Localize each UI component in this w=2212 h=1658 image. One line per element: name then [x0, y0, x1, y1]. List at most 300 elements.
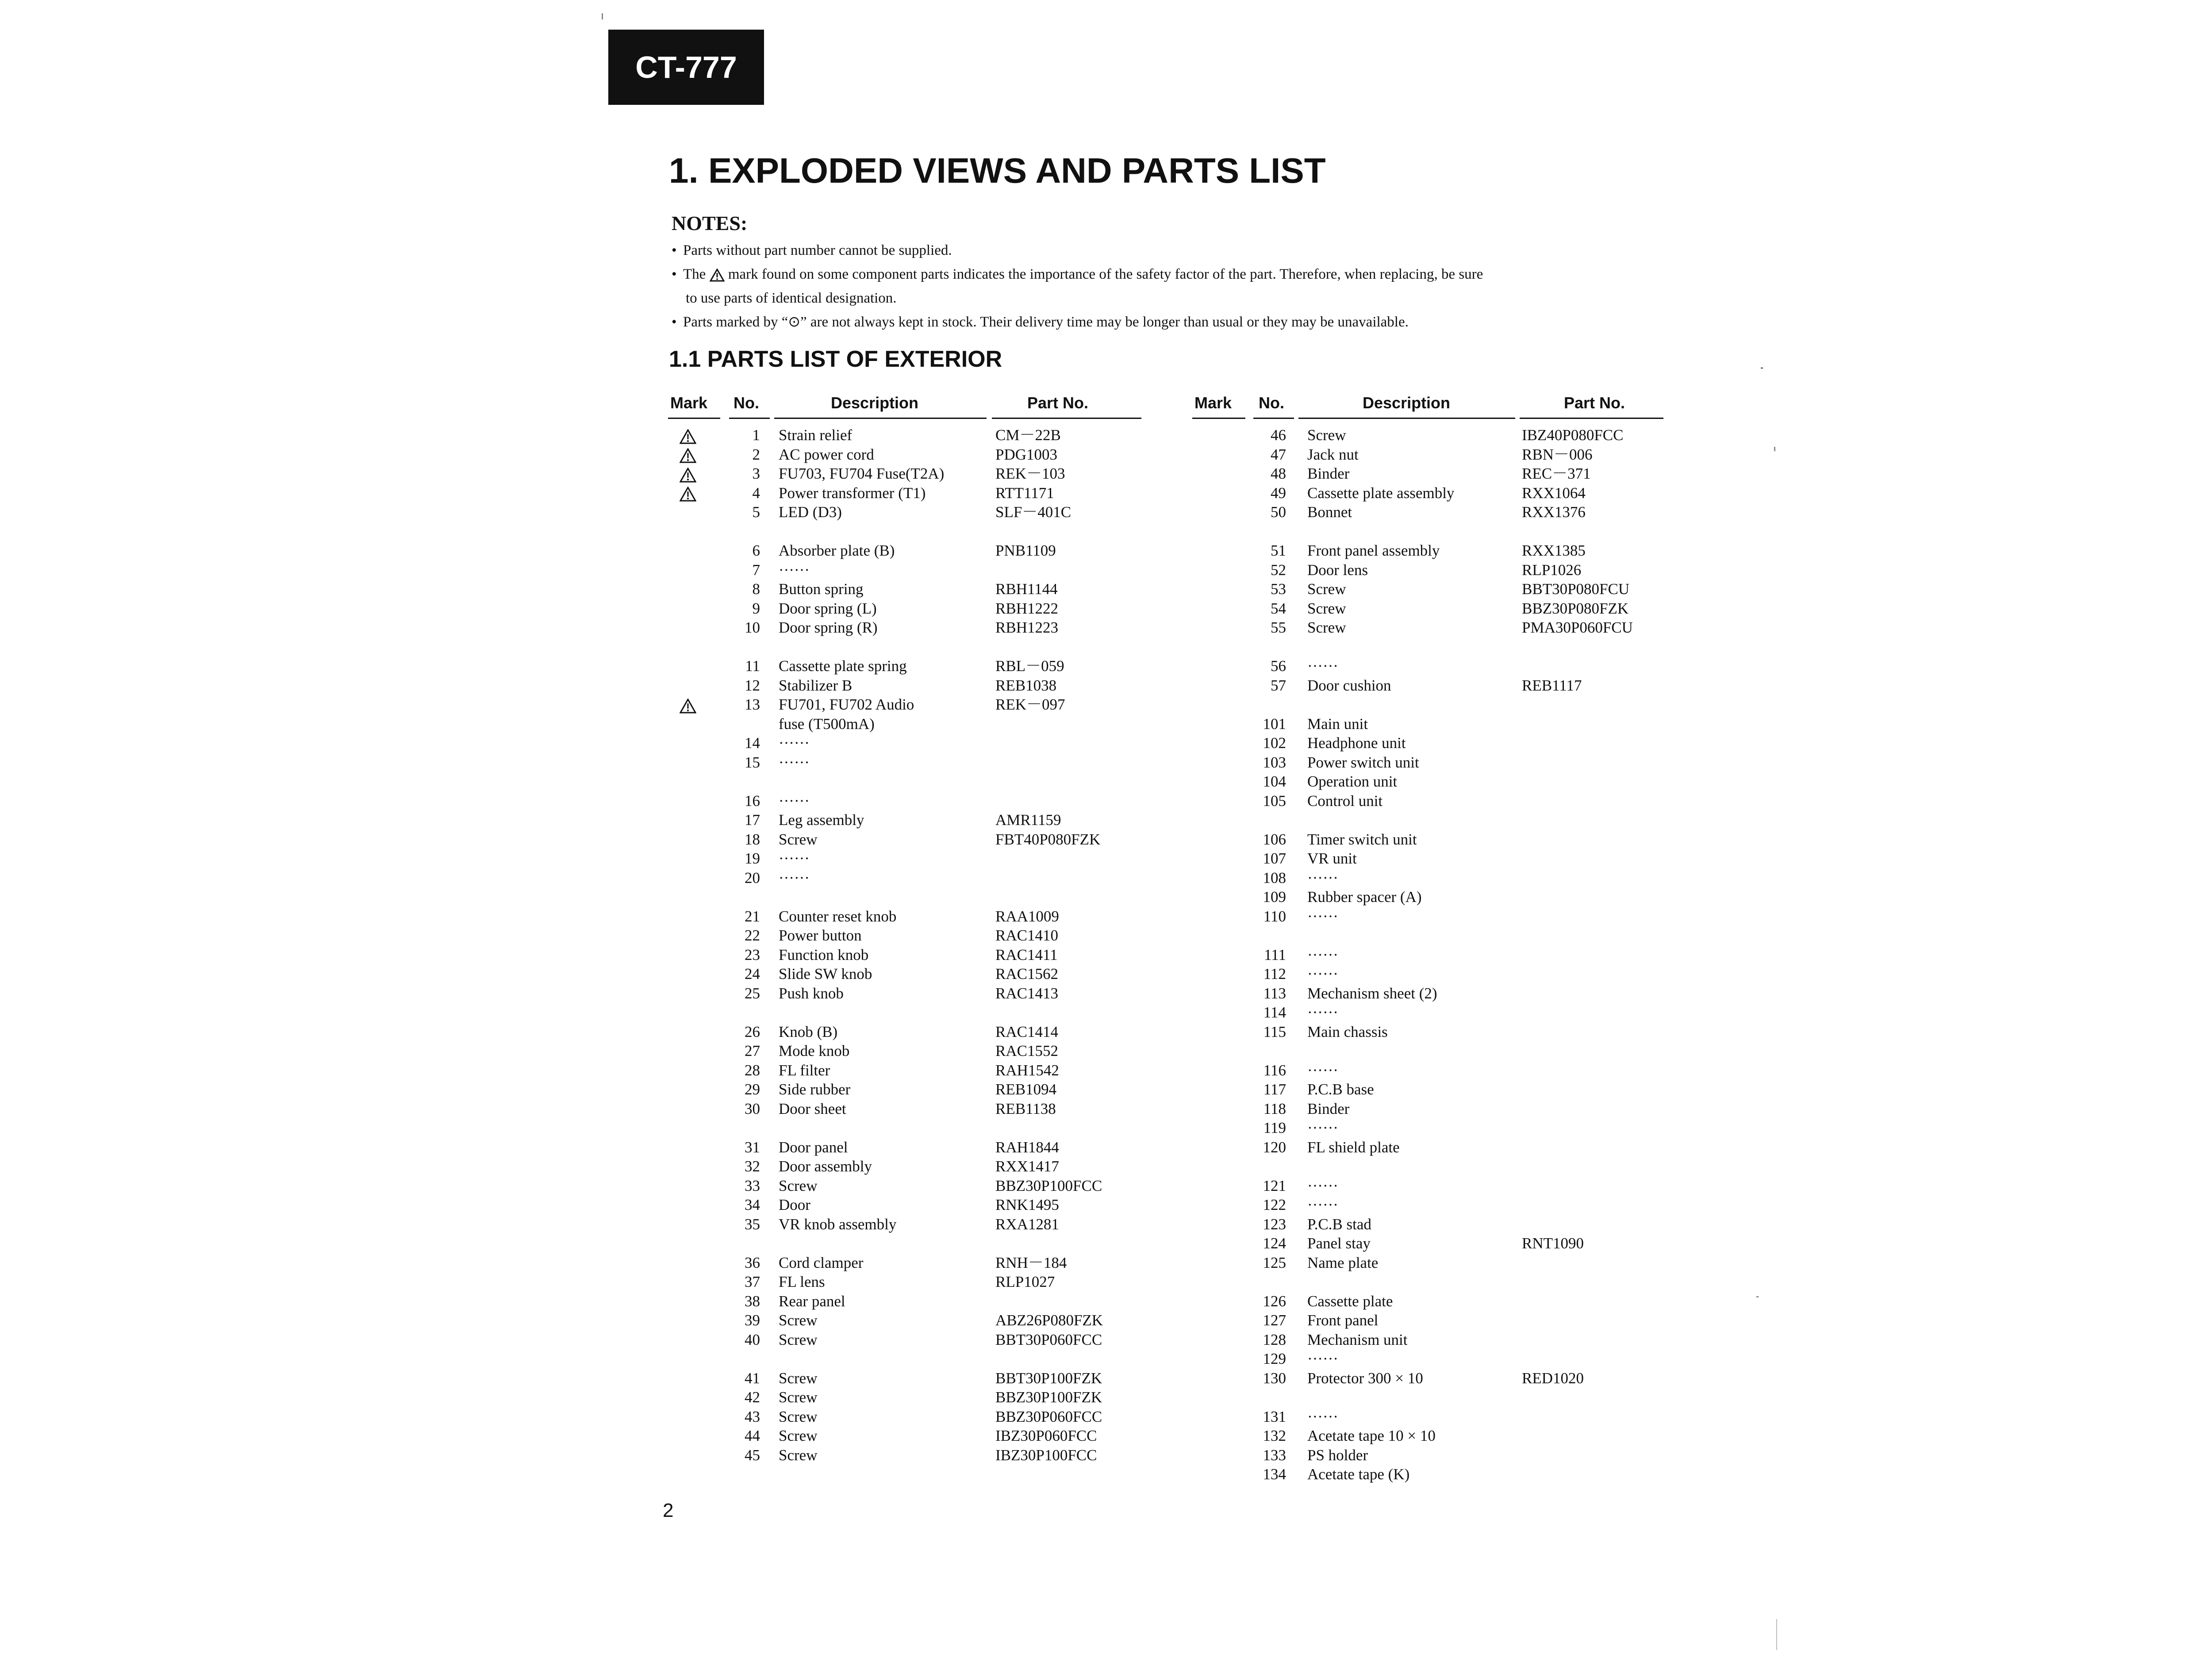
row-description: Button spring	[779, 580, 864, 598]
row-no: 104	[1263, 773, 1286, 790]
row-description: Screw	[779, 1369, 818, 1387]
row-description: Main chassis	[1307, 1023, 1388, 1040]
row-description: ······	[1307, 1408, 1338, 1425]
row-description: Function knob	[779, 946, 869, 963]
table-row	[1192, 541, 1663, 560]
row-no: 5	[752, 503, 760, 521]
parts-table-left	[668, 394, 1141, 1465]
row-no: 133	[1263, 1446, 1286, 1464]
row-part-no: REK－103	[995, 465, 1065, 482]
table-row	[668, 849, 1141, 868]
row-no: 118	[1263, 1100, 1286, 1117]
row-part-no: RAC1414	[995, 1023, 1058, 1040]
row-no: 50	[1271, 503, 1286, 521]
row-no: 127	[1263, 1312, 1286, 1329]
header-underline	[1192, 418, 1245, 419]
row-description: Stabilizer B	[779, 676, 853, 694]
row-no: 111	[1264, 946, 1286, 963]
header-underline	[1298, 418, 1515, 419]
table-row	[1192, 714, 1663, 734]
row-no: 128	[1263, 1331, 1286, 1348]
row-description: ······	[1307, 946, 1338, 963]
row-no: 121	[1263, 1177, 1286, 1194]
row-no: 10	[745, 619, 760, 636]
row-no: 117	[1263, 1081, 1286, 1098]
row-part-no: RXX1376	[1522, 503, 1586, 521]
row-no: 40	[745, 1331, 760, 1348]
row-description: ······	[779, 734, 810, 752]
row-description: ······	[1307, 1119, 1338, 1136]
row-no: 47	[1271, 445, 1286, 463]
row-no: 55	[1271, 619, 1286, 636]
table-row	[1192, 733, 1663, 753]
row-part-no: RXX1385	[1522, 542, 1586, 559]
table-row	[668, 1215, 1141, 1234]
row-part-no: CM－22B	[995, 426, 1061, 444]
table-row	[668, 1099, 1141, 1119]
row-no: 44	[745, 1427, 760, 1444]
table-row	[1192, 849, 1663, 868]
row-description: Cord clamper	[779, 1254, 864, 1271]
table-row	[1192, 868, 1663, 888]
table-row	[1192, 1061, 1663, 1080]
row-part-no: RXA1281	[995, 1215, 1059, 1233]
note-text-post: mark found on some component parts indicates the importance of the safety factor of the part. Therefore, when replacing, be sure	[728, 266, 1483, 282]
safety-warning-icon	[680, 448, 696, 463]
column-header-mark: Mark	[670, 394, 708, 412]
parts-rows	[668, 426, 1141, 1465]
row-description: ······	[1307, 869, 1338, 887]
row-mark	[677, 484, 699, 503]
row-no: 26	[745, 1023, 760, 1040]
row-no: 48	[1271, 465, 1286, 482]
row-part-no: BBZ30P080FZK	[1522, 599, 1629, 617]
row-no: 25	[745, 984, 760, 1002]
row-no: 108	[1263, 869, 1286, 887]
column-header-no: No.	[733, 394, 759, 412]
note-text: Parts without part number cannot be supplied.	[683, 242, 952, 258]
row-description: Main unit	[1307, 715, 1368, 733]
page-number: 2	[663, 1500, 674, 1521]
row-part-no: RAC1562	[995, 965, 1058, 983]
table-row	[1192, 1215, 1663, 1234]
table-row	[1192, 599, 1663, 618]
model-badge: CT-777	[608, 30, 764, 105]
table-row	[668, 1138, 1141, 1157]
row-part-no: RAC1413	[995, 984, 1058, 1002]
note-text: Parts marked by “⊙” are not always kept in stock. Their delivery time may be longer than usual or they may be unavailable.	[683, 314, 1409, 330]
row-description: ······	[1307, 907, 1338, 925]
row-part-no: BBT30P100FZK	[995, 1369, 1102, 1387]
row-part-no: REC－371	[1522, 465, 1591, 482]
row-description: Screw	[779, 1408, 818, 1425]
row-no: 14	[745, 734, 760, 752]
row-part-no: RAC1411	[995, 946, 1058, 963]
row-mark	[677, 695, 699, 714]
row-no: 116	[1263, 1061, 1286, 1079]
row-no: 43	[745, 1408, 760, 1425]
row-part-no: RLP1026	[1522, 561, 1582, 579]
note-text-pre: The	[683, 266, 706, 282]
header-underline	[729, 418, 770, 419]
table-row	[668, 1176, 1141, 1196]
table-row	[668, 1292, 1141, 1311]
table-row	[668, 1330, 1141, 1350]
table-row	[668, 1272, 1141, 1292]
table-row	[1192, 753, 1663, 772]
row-no: 7	[752, 561, 760, 579]
row-description: FL filter	[779, 1061, 830, 1079]
table-row	[1192, 426, 1663, 445]
table-row	[1192, 984, 1663, 1003]
table-row	[1192, 1369, 1663, 1388]
row-description: Screw	[779, 1389, 818, 1406]
bullet: •	[672, 242, 677, 258]
row-description: Door lens	[1307, 561, 1368, 579]
row-no: 134	[1263, 1466, 1286, 1483]
row-part-no: RNH－184	[995, 1254, 1067, 1271]
row-part-no: RBH1222	[995, 599, 1058, 617]
row-part-no: RNK1495	[995, 1196, 1059, 1213]
row-no: 51	[1271, 542, 1286, 559]
row-no: 45	[745, 1446, 760, 1464]
table-row	[1192, 1349, 1663, 1369]
row-description: Protector 300 × 10	[1307, 1369, 1423, 1387]
table-row	[668, 1041, 1141, 1061]
row-part-no: REB1038	[995, 676, 1057, 694]
row-part-no: RAC1410	[995, 927, 1058, 944]
row-no: 39	[745, 1312, 760, 1329]
table-row	[668, 1022, 1141, 1042]
table-row	[668, 1253, 1141, 1273]
row-description: Cassette plate assembly	[1307, 484, 1455, 502]
table-row	[1192, 1138, 1663, 1157]
row-no: 11	[745, 657, 760, 675]
row-description: Side rubber	[779, 1081, 851, 1098]
row-no: 17	[745, 811, 760, 829]
row-part-no: FBT40P080FZK	[995, 830, 1101, 848]
row-part-no: REB1138	[995, 1100, 1056, 1117]
row-no: 105	[1263, 792, 1286, 810]
table-row	[1192, 1003, 1663, 1022]
row-description: Power transformer (T1)	[779, 484, 926, 502]
row-description: ······	[1307, 1196, 1338, 1213]
table-row	[1192, 676, 1663, 695]
row-no: 42	[745, 1389, 760, 1406]
safety-warning-icon	[680, 429, 696, 444]
row-no: 123	[1263, 1215, 1286, 1233]
notes-heading: NOTES:	[672, 212, 748, 234]
row-description: VR unit	[1307, 850, 1357, 867]
row-no: 52	[1271, 561, 1286, 579]
row-no: 15	[745, 753, 760, 771]
row-description: Screw	[779, 1312, 818, 1329]
row-no: 8	[752, 580, 760, 598]
row-no: 53	[1271, 580, 1286, 598]
row-description: Power switch unit	[1307, 753, 1419, 771]
row-no: 124	[1263, 1235, 1286, 1252]
row-description: Screw	[779, 1177, 818, 1194]
section-title: 1.1 PARTS LIST OF EXTERIOR	[669, 346, 1002, 372]
table-row	[1192, 618, 1663, 637]
row-no: 132	[1263, 1427, 1286, 1444]
row-description: Timer switch unit	[1307, 830, 1417, 848]
table-row	[1192, 1253, 1663, 1273]
row-no: 29	[745, 1081, 760, 1098]
row-mark	[677, 426, 699, 445]
row-part-no: PDG1003	[995, 445, 1058, 463]
row-no: 101	[1263, 715, 1286, 733]
row-no: 22	[745, 927, 760, 944]
table-row	[1192, 1407, 1663, 1427]
row-no: 113	[1263, 984, 1286, 1002]
row-no: 130	[1263, 1369, 1286, 1387]
row-description: Jack nut	[1307, 445, 1359, 463]
row-part-no: RBH1223	[995, 619, 1058, 636]
table-row	[668, 964, 1141, 984]
header-underline	[774, 418, 987, 419]
table-row	[1192, 1234, 1663, 1253]
row-description: Screw	[1307, 426, 1346, 444]
table-row	[668, 945, 1141, 965]
scan-speck	[602, 13, 603, 19]
table-row	[1192, 945, 1663, 965]
row-description: Screw	[1307, 599, 1346, 617]
row-no: 30	[745, 1100, 760, 1117]
row-part-no: REB1094	[995, 1081, 1057, 1098]
row-no: 35	[745, 1215, 760, 1233]
row-no: 36	[745, 1254, 760, 1271]
scan-speck	[1756, 1296, 1759, 1297]
row-part-no: IBZ40P080FCC	[1522, 426, 1624, 444]
row-part-no: BBZ30P100FZK	[995, 1389, 1102, 1406]
row-no: 21	[745, 907, 760, 925]
table-row	[668, 676, 1141, 695]
table-row	[1192, 484, 1663, 503]
row-part-no: RAC1552	[995, 1042, 1058, 1059]
row-no: 49	[1271, 484, 1286, 502]
table-row	[1192, 1099, 1663, 1119]
row-no: 129	[1263, 1350, 1286, 1367]
row-description: Door cushion	[1307, 676, 1391, 694]
row-no: 106	[1263, 830, 1286, 848]
table-row	[1192, 1022, 1663, 1042]
row-part-no: RBH1144	[995, 580, 1058, 598]
row-description: ······	[779, 561, 810, 579]
row-description: ······	[1307, 1177, 1338, 1194]
table-row	[668, 926, 1141, 945]
row-description: ······	[779, 792, 810, 810]
row-mark	[677, 464, 699, 484]
note-item	[672, 238, 1689, 262]
table-row	[1192, 464, 1663, 484]
row-description: FL shield plate	[1307, 1138, 1400, 1156]
table-row	[1192, 907, 1663, 926]
row-description: Screw	[1307, 619, 1346, 636]
table-row	[1192, 887, 1663, 907]
table-row	[668, 1195, 1141, 1215]
row-part-no: RAH1542	[995, 1061, 1059, 1079]
table-row	[668, 907, 1141, 926]
row-no: 109	[1263, 888, 1286, 906]
table-header	[1192, 394, 1663, 419]
table-row	[1192, 791, 1663, 811]
row-part-no: SLF－401C	[995, 503, 1071, 521]
row-description: FU703, FU704 Fuse(T2A)	[779, 465, 945, 482]
row-part-no: RBN－006	[1522, 445, 1593, 463]
row-description: Mechanism unit	[1307, 1331, 1408, 1348]
row-description: Door spring (R)	[779, 619, 878, 636]
table-row	[668, 753, 1141, 772]
row-description: Operation unit	[1307, 773, 1398, 790]
row-description: Door	[779, 1196, 810, 1213]
header-underline	[1253, 418, 1294, 419]
row-description: ······	[779, 850, 810, 867]
table-row	[668, 503, 1141, 522]
table-row	[668, 464, 1141, 484]
row-description: Headphone unit	[1307, 734, 1406, 752]
row-no: 119	[1263, 1119, 1286, 1136]
row-description: Screw	[779, 1427, 818, 1444]
row-no: 107	[1263, 850, 1286, 867]
table-row	[668, 984, 1141, 1003]
row-no: 20	[745, 869, 760, 887]
table-row	[1192, 1330, 1663, 1350]
table-header	[668, 394, 1141, 419]
row-description: Panel stay	[1307, 1235, 1371, 1252]
row-part-no: ABZ26P080FZK	[995, 1312, 1103, 1329]
row-part-no: RTT1171	[995, 484, 1054, 502]
row-no: 23	[745, 946, 760, 963]
row-no: 12	[745, 676, 760, 694]
row-part-no: RNT1090	[1522, 1235, 1584, 1252]
row-no: 57	[1271, 676, 1286, 694]
row-description: ······	[1307, 1350, 1338, 1367]
row-description: FU701, FU702 Audio	[779, 696, 914, 713]
table-row	[668, 426, 1141, 445]
row-part-no: REB1117	[1522, 676, 1582, 694]
table-row	[668, 1369, 1141, 1388]
row-description: Front panel assembly	[1307, 542, 1440, 559]
row-no: 102	[1263, 734, 1286, 752]
row-no: 125	[1263, 1254, 1286, 1271]
row-description: Binder	[1307, 465, 1350, 482]
safety-warning-icon	[680, 468, 696, 483]
table-row	[1192, 1446, 1663, 1465]
header-underline	[992, 418, 1141, 419]
row-description: Leg assembly	[779, 811, 864, 829]
row-description: Mechanism sheet (2)	[1307, 984, 1437, 1002]
table-row	[668, 1407, 1141, 1427]
table-row	[1192, 772, 1663, 791]
row-description: Acetate tape 10 × 10	[1307, 1427, 1436, 1444]
row-no: 2	[752, 445, 760, 463]
safety-warning-icon	[680, 487, 696, 502]
note-continuation: to use parts of identical designation.	[686, 290, 897, 306]
row-description: P.C.B stad	[1307, 1215, 1371, 1233]
row-no: 33	[745, 1177, 760, 1194]
row-no: 122	[1263, 1196, 1286, 1213]
table-row	[668, 810, 1141, 830]
row-no: 115	[1263, 1023, 1286, 1040]
table-row	[668, 1311, 1141, 1330]
row-description: Rubber spacer (A)	[1307, 888, 1422, 906]
row-no: 3	[752, 465, 760, 482]
table-row	[668, 868, 1141, 888]
row-no: 38	[745, 1292, 760, 1310]
row-description: AC power cord	[779, 445, 874, 463]
scan-speck	[1761, 367, 1763, 369]
column-header-part-no: Part No.	[1564, 394, 1625, 412]
table-row	[1192, 1311, 1663, 1330]
scan-speck	[1776, 1619, 1777, 1650]
row-no: 27	[745, 1042, 760, 1059]
row-description: ······	[1307, 965, 1338, 983]
header-underline	[1520, 418, 1663, 419]
row-description: Rear panel	[779, 1292, 845, 1310]
row-no: 103	[1263, 753, 1286, 771]
column-header-mark: Mark	[1194, 394, 1232, 412]
table-row	[1192, 1465, 1663, 1484]
row-no: 1	[752, 426, 760, 444]
row-part-no: RBL－059	[995, 657, 1064, 675]
row-no: 41	[745, 1369, 760, 1387]
row-no: 37	[745, 1273, 760, 1290]
row-description: Screw	[779, 1446, 818, 1464]
row-no: 19	[745, 850, 760, 867]
table-row	[1192, 1118, 1663, 1138]
row-part-no: RAA1009	[995, 907, 1059, 925]
table-row	[668, 1080, 1141, 1099]
row-no: 24	[745, 965, 760, 983]
row-description: Counter reset knob	[779, 907, 897, 925]
table-row	[668, 541, 1141, 560]
table-row	[1192, 503, 1663, 522]
row-part-no: PMA30P060FCU	[1522, 619, 1633, 636]
row-part-no: BBZ30P060FCC	[995, 1408, 1102, 1425]
row-part-no: RED1020	[1522, 1369, 1584, 1387]
row-part-no: RXX1064	[1522, 484, 1586, 502]
table-row	[1192, 1292, 1663, 1311]
row-description: FL lens	[779, 1273, 825, 1290]
table-row	[668, 1061, 1141, 1080]
note-item	[672, 310, 1689, 334]
row-no: 6	[752, 542, 760, 559]
parts-rows	[1192, 426, 1663, 1484]
notes-section	[672, 211, 1689, 334]
row-part-no: IBZ30P060FCC	[995, 1427, 1097, 1444]
bullet: •	[672, 266, 677, 282]
row-description: LED (D3)	[779, 503, 842, 521]
row-no: 13	[745, 696, 760, 713]
row-no: 4	[752, 484, 760, 502]
row-part-no: AMR1159	[995, 811, 1061, 829]
row-part-no: PNB1109	[995, 542, 1056, 559]
row-description: ······	[779, 753, 810, 771]
row-no: 28	[745, 1061, 760, 1079]
table-row	[1192, 656, 1663, 676]
row-description: Screw	[779, 1331, 818, 1348]
row-no: 56	[1271, 657, 1286, 675]
table-row	[1192, 580, 1663, 599]
table-row	[668, 1388, 1141, 1407]
row-description: Door assembly	[779, 1158, 872, 1175]
row-description: Binder	[1307, 1100, 1350, 1117]
row-description: Knob (B)	[779, 1023, 838, 1040]
row-description: Slide SW knob	[779, 965, 872, 983]
row-description: PS holder	[1307, 1446, 1368, 1464]
row-description: ······	[1307, 1004, 1338, 1021]
